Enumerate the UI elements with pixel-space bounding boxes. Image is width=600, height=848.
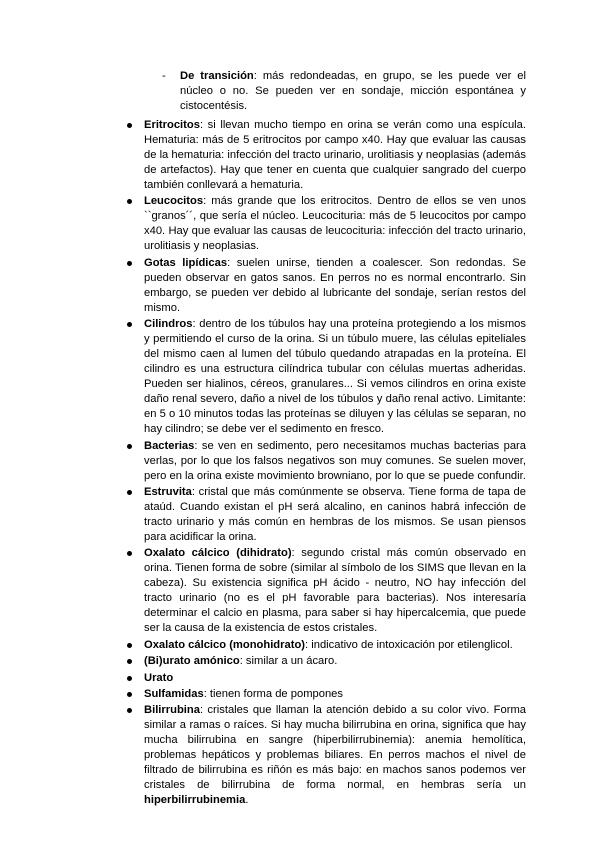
- term-label: Urato: [144, 671, 174, 684]
- bullet-icon: [127, 551, 132, 556]
- item-text: : se ven en sedimento, pero necesitamos muchas bacterias para verlas, por lo que los falsos negativos son muy comunes. Se suelen mover, pero en la orina existe movimiento browniano, por lo que se puede confundir.: [144, 439, 526, 482]
- list-item-eritrocitos: [144, 118, 526, 193]
- term-label: Eritrocitos: [144, 119, 200, 131]
- list-item-bilirrubina: [144, 703, 526, 808]
- bullet-icon: [127, 676, 132, 681]
- term-label: Sulfamidas: [144, 687, 204, 700]
- bullet-icon: [127, 261, 132, 266]
- item-text: : si llevan mucho tiempo en orina se verán como una espícula. Hematuria: más de 5 eritrocitos por campo x40. Hay que evaluar las causas de la hematuria: infección del tracto urinario, urolitiasis y neoplasias (además de artefactos). Hay que tener en cuenta que cualquier sangrado del cuerpo también conllevará a hematuria.: [144, 119, 526, 191]
- list-item-estruvita: [144, 485, 526, 545]
- list-item-leucocitos: [144, 194, 526, 254]
- item-text: : indicativo de intoxicación por etilenglicol.: [305, 638, 513, 651]
- term-label: Estruvita: [144, 485, 192, 498]
- term-label: (Bi)urato amónico: [144, 655, 240, 668]
- term-label-hiperbilirrubinemia: hiperbilirrubinemia: [144, 794, 246, 807]
- list-item-sulfamidas: [144, 687, 526, 702]
- term-label: De transición: [180, 70, 254, 82]
- bullet-icon: [127, 490, 132, 495]
- item-text: : suelen unirse, tienden a coalescer. Son redondas. Se pueden observar en gatos sanos. En perros no es normal encontrarlo. Sin embargo, se pueden ver debido al lubricante del sondaje, serían restos del mismo.: [144, 256, 526, 314]
- bullet-icon: [127, 708, 132, 713]
- term-label: Bilirrubina: [144, 704, 200, 717]
- bullet-icon: [127, 199, 132, 204]
- list-item-urato: [144, 671, 526, 686]
- item-text-end: .: [245, 794, 249, 807]
- item-text: : más redondeadas, en grupo, se les puede ver el núcleo o no. Se pueden ver en sondaje, micción espontánea y cistocentésis.: [180, 70, 526, 112]
- list-item-bacterias: [144, 439, 526, 484]
- item-text: : cristal que más comúnmente se observa. Tiene forma de tapa de ataúd. Cuando existan el pH será alcalino, en caninos habrá infección de tracto urinario y más común en hembras de los mismos. Se usan piensos para acidificar la orina.: [144, 485, 526, 543]
- term-label: Oxalato cálcico (monohidrato): [144, 638, 306, 651]
- item-text: : similar a un ácaro.: [239, 655, 338, 668]
- item-text: : más grande que los eritrocitos. Dentro de ellos se ven unos ``granos´´, que sería el núcleo. Leucocituria: más de 5 leucocitos por campo x40. Hay que evaluar las causas de leucocituria: infección del tracto urinario, urolitiasis y neoplasias.: [144, 195, 526, 253]
- document-body: [144, 69, 526, 810]
- list-item-oxalato-monohidrato: [144, 638, 526, 653]
- bullet-icon: [127, 444, 132, 449]
- bullet-icon: [127, 659, 132, 664]
- term-label: Cilindros: [144, 318, 193, 331]
- bullet-icon: [127, 643, 132, 648]
- bullet-icon: [127, 322, 132, 327]
- sub-list-item-transicion: [144, 69, 526, 114]
- dash-marker: -: [162, 70, 166, 82]
- item-text: : tienen forma de pompones: [203, 687, 343, 700]
- bullet-icon: [127, 123, 132, 128]
- item-text: : cristales que llaman la atención debido a su color vivo. Forma similar a ramas o raíces. Si hay mucha bilirrubina en orina, significa que hay mucha bilirrubina en sangre (hiperbilirrubinemia): anemia hemolítica, problemas hepáticos y problemas biliares. En perros machos el nivel de filtrado de bilirrubina es riñón es más bajo: en machos sanos podemos ver cristales de bilirrubina de forma normal, en hembras sería un: [144, 704, 526, 792]
- term-label: Oxalato cálcico (dihidrato): [144, 547, 292, 560]
- term-label: Leucocitos: [144, 195, 204, 208]
- list-item-biurato-amonico: [144, 654, 526, 669]
- term-label: Gotas lipídicas: [144, 256, 228, 269]
- bullet-icon: [127, 692, 132, 697]
- list-item-oxalato-dihidrato: [144, 546, 526, 636]
- list-item-gotas-lipidicas: [144, 256, 526, 316]
- term-label: Bacterias: [144, 439, 195, 452]
- item-text: : segundo cristal más común observado en orina. Tienen forma de sobre (similar al símbolo de los SIMS que llevan en la cabeza). Su existencia significa pH ácido - neutro, NO hay infección del tracto urinario (no es el pH favorable para bacterias). Nos interesaría determinar el calcio en plasma, para saber si hay hipercalcemia, que puede ser la causa de la existencia de estos cristales.: [144, 547, 526, 635]
- list-item-cilindros: [144, 317, 526, 437]
- item-text: : dentro de los túbulos hay una proteína protegiendo a los mismos y permitiendo el curso de la orina. Si un túbulo muere, las células epiteliales del mismo caen al lumen del túbulo quedando atrapadas en la proteína. El cilindro es una estructura cilíndrica tubular con células muertas adheridas. Pueden ser hialinos, céreos, granulares... Si vemos cilindros en orina existe daño renal severo, daño a nivel de los túbulos y daño renal activo. Limitante: en 5 o 10 minutos todas las proteínas se diluyen y las células se separan, no hay cilindro; se debe ver el sedimento en fresco.: [144, 318, 526, 436]
